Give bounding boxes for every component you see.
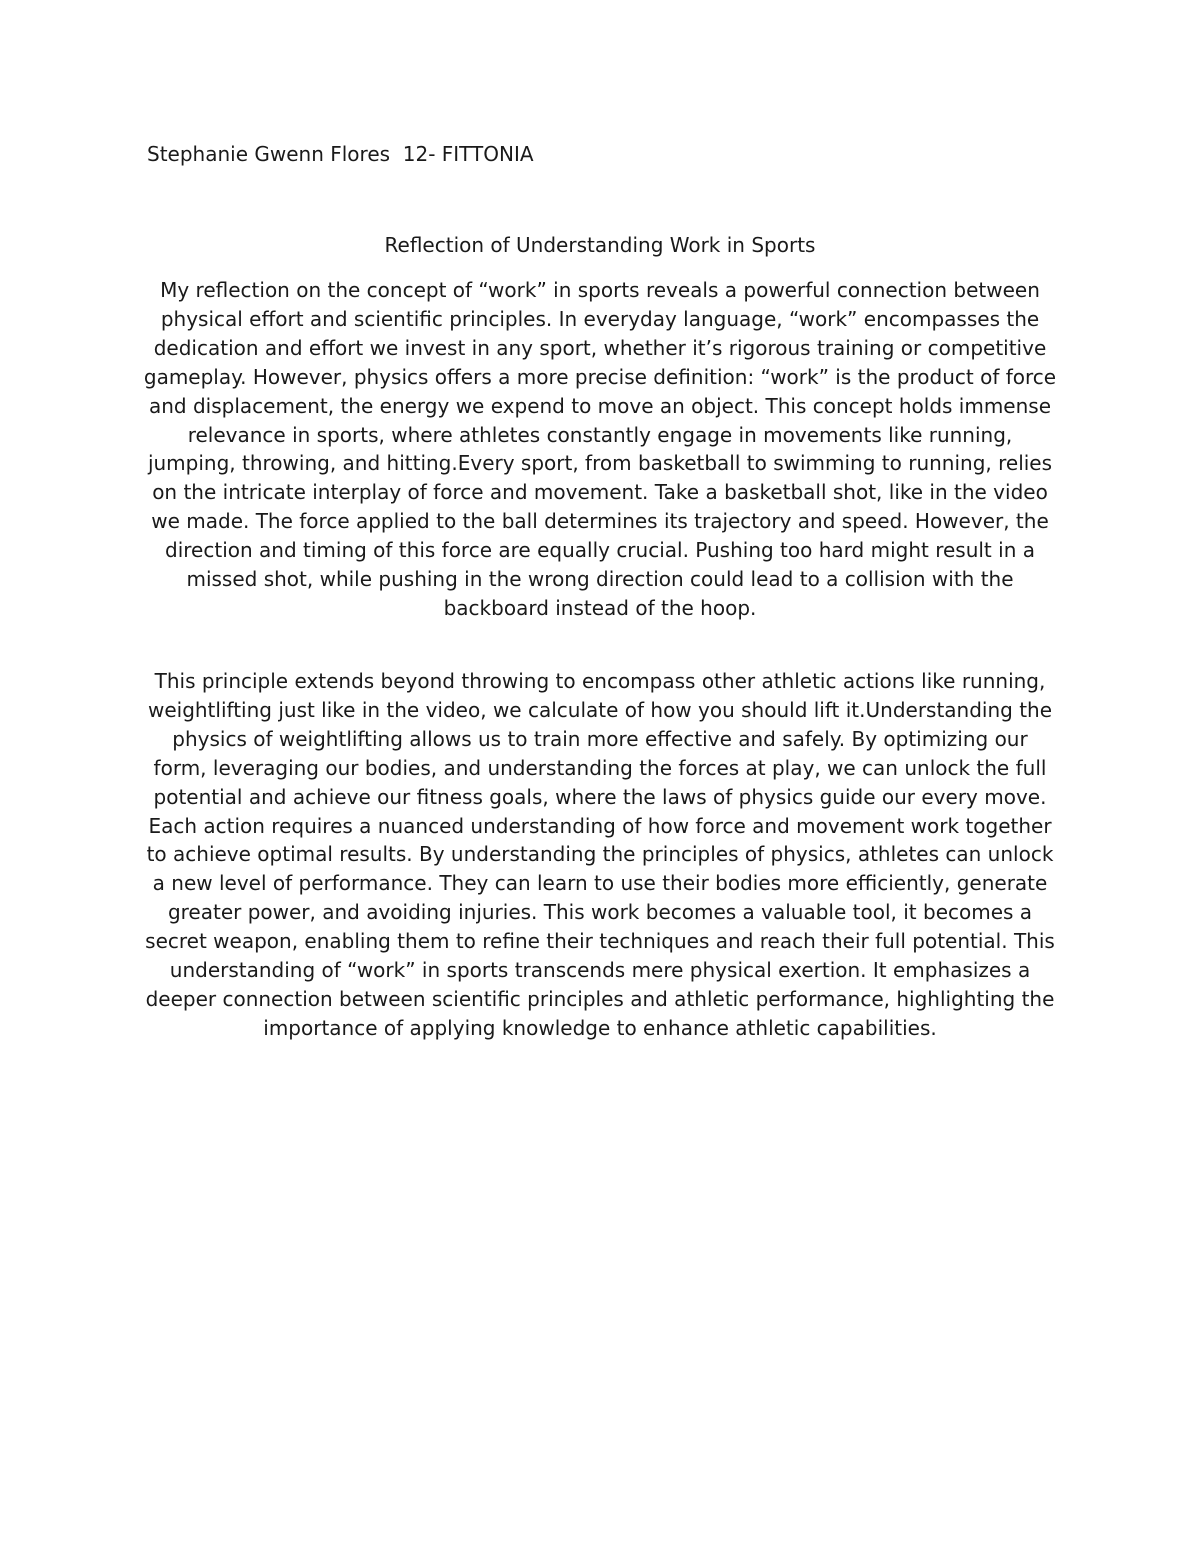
body-paragraph-2: This principle extends beyond throwing to encompass other athletic actions like running, weightlifting just like in the video, we calculate of how you should lift it.Understanding the physics of weightlifting allows us to train more effective and safely. By optimizing our form, leveraging our bodies, and understanding the forces at play, we can unlock the full potential and achieve our fitness goals, where the laws of physics guide our every move. Each action requires a nuanced understanding of how force and movement work together to achieve optimal results. By understanding the principles of physics, athletes can unlock a new level of performance. They can learn to use their bodies more efficiently, generate greater power, and avoiding injuries. This work becomes a valuable tool, it becomes a secret weapon, enabling them to refine their techniques and reach their full potential. This understanding of “work” in sports transcends mere physical exertion. It emphasizes a deeper connection between scientific principles and athletic performance, highlighting the importance of applying knowledge to enhance athletic capabilities. xyxy=(145,669,1055,1040)
author-header: Stephanie Gwenn Flores 12- FITTONIA xyxy=(147,142,534,166)
document-title: Reflection of Understanding Work in Sports xyxy=(384,233,816,257)
body-paragraph-1: My reflection on the concept of “work” in sports reveals a powerful connection between physical effort and scientific principles. In everyday language, “work” encompasses the dedication and effort we invest in any sport, whether it’s rigorous training or competitive gameplay. However, physics offers a more precise definition: “work” is the product of force and displacement, the energy we expend to move an object. This concept holds immense relevance in sports, where athletes constantly engage in movements like running, jumping, throwing, and hitting.Every sport, from basketball to swimming to running, relies on the intricate interplay of force and movement. Take a basketball shot, like in the video we made. The force applied to the ball determines its trajectory and speed. However, the direction and timing of this force are equally crucial. Pushing too hard might result in a missed shot, while pushing in the wrong direction could lead to a collision with the backboard instead of the hoop. xyxy=(143,278,1057,620)
